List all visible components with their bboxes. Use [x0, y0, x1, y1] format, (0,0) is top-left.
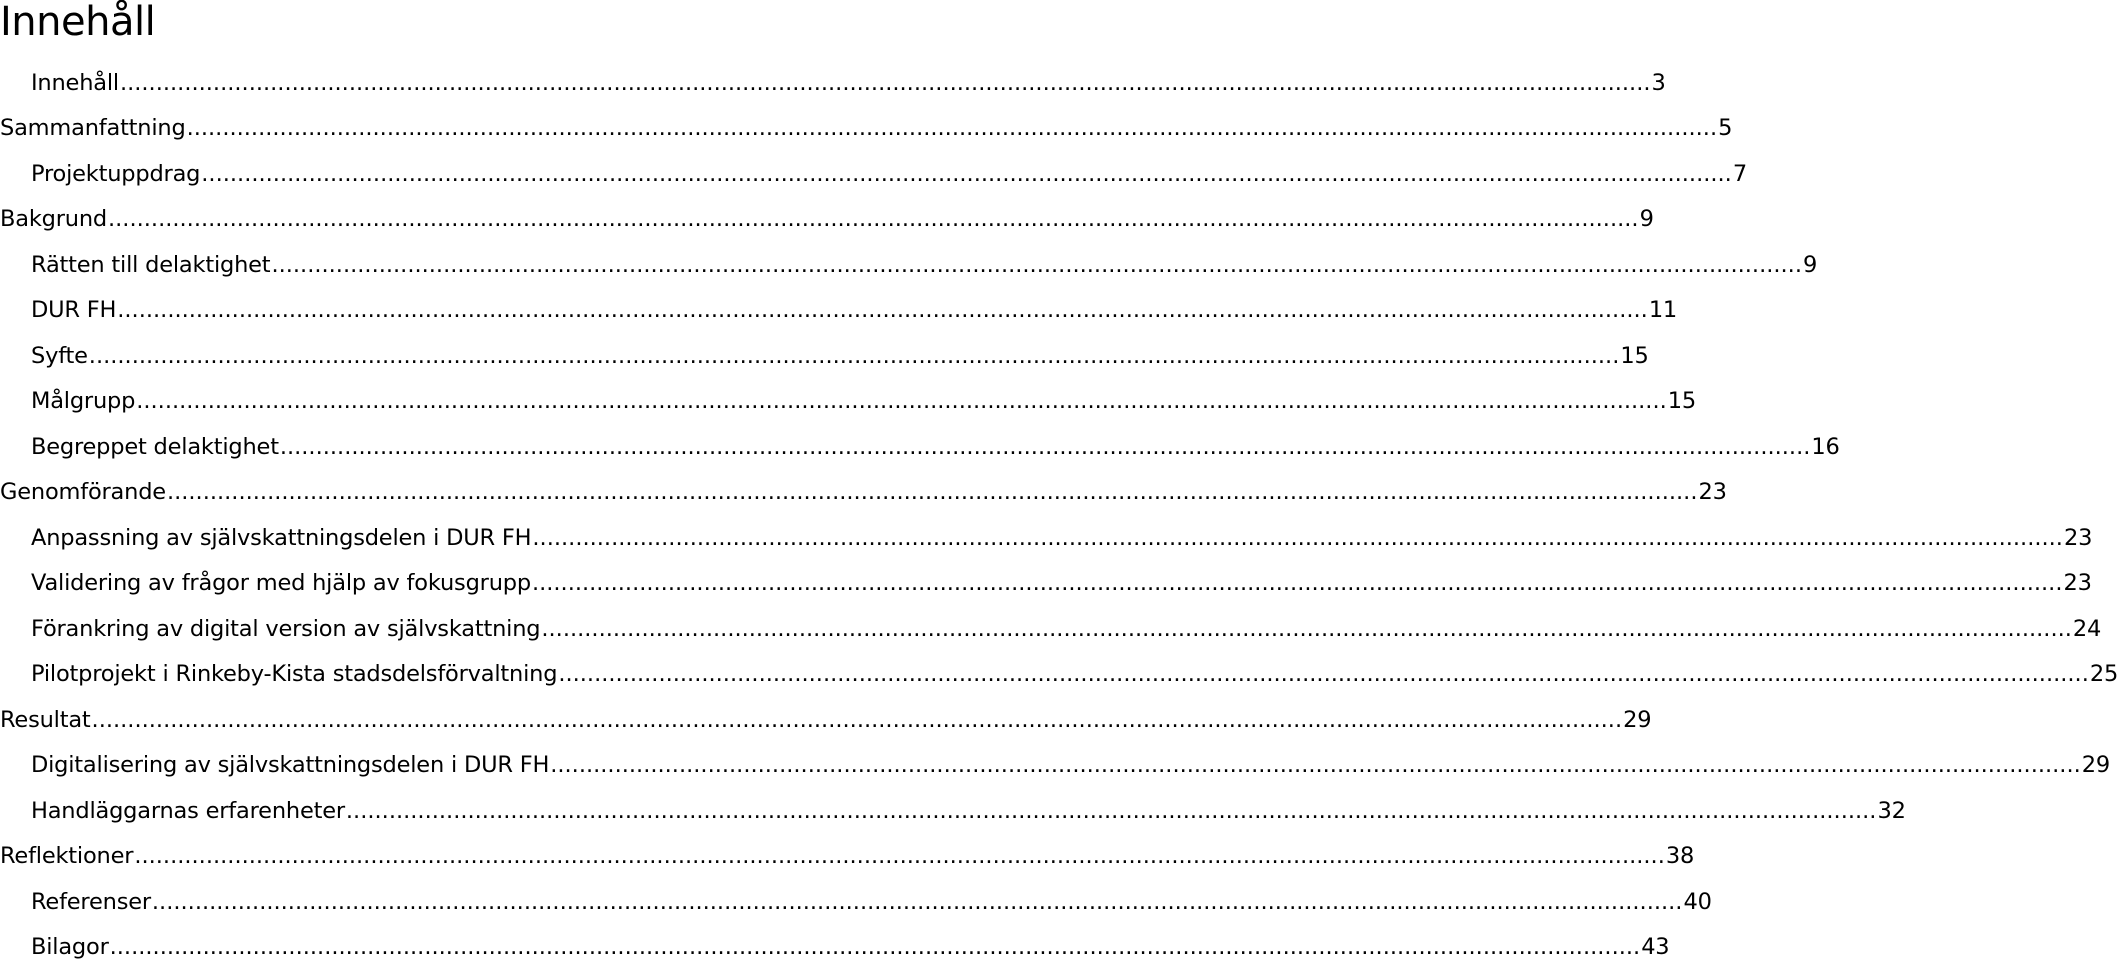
toc-entry[interactable] [0, 510, 962, 556]
toc-entry[interactable] [0, 146, 962, 192]
toc-entry-label: Syfte [31, 342, 88, 374]
dot-leader [541, 615, 2072, 647]
toc-entry[interactable] [0, 556, 962, 602]
toc-entry-page: 7 [1733, 160, 1747, 192]
toc-entry[interactable] [0, 237, 962, 283]
toc-entry-label: Sammanfattning [0, 114, 186, 146]
toc-entry-label: Handläggarnas erfarenheter [31, 797, 345, 829]
dot-leader [271, 251, 1802, 283]
toc-entry[interactable] [0, 419, 962, 465]
toc-entry-page: 29 [1623, 706, 1651, 738]
dot-leader [134, 842, 1665, 874]
toc-entry[interactable] [0, 374, 962, 420]
toc-entry-page: 23 [2064, 569, 2092, 601]
dot-leader [136, 387, 1667, 419]
toc-entry-page: 32 [1877, 797, 1905, 829]
dot-leader [558, 660, 2089, 692]
toc-entry-label: Förankring av digital version av självskattning [31, 615, 540, 647]
toc-entry[interactable] [0, 829, 962, 875]
toc-entry-label: Validering av frågor med hjälp av fokusgrupp [31, 569, 531, 601]
toc-entry[interactable] [0, 328, 962, 374]
dot-leader [152, 888, 1683, 920]
toc-entry-page: 3 [1652, 69, 1666, 101]
toc-entry-label: Bakgrund [0, 205, 107, 237]
toc-entry-label: Pilotprojekt i Rinkeby-Kista stadsdelsförvaltning [31, 660, 557, 692]
table-of-contents [0, 55, 962, 965]
toc-entry-page: 43 [1641, 933, 1669, 965]
toc-entry-label: Resultat [0, 706, 91, 738]
dot-leader [532, 569, 2063, 601]
toc-entry[interactable] [0, 55, 962, 101]
toc-entry-label: Referenser [31, 888, 151, 920]
dot-leader [280, 433, 1811, 465]
dot-leader [108, 205, 1639, 237]
toc-entry-page: 25 [2090, 660, 2118, 692]
dot-leader [120, 69, 1651, 101]
toc-entry-label: Innehåll [31, 69, 119, 101]
toc-entry[interactable] [0, 738, 962, 784]
dot-leader [89, 342, 1620, 374]
toc-entry-page: 24 [2073, 615, 2101, 647]
toc-entry-page: 5 [1718, 114, 1732, 146]
toc-entry-label: DUR FH [31, 296, 116, 328]
toc-entry[interactable] [0, 783, 962, 829]
toc-entry-page: 9 [1640, 205, 1654, 237]
toc-entry-label: Anpassning av självskattningsdelen i DUR FH [31, 524, 531, 556]
toc-entry-label: Rätten till delaktighet [31, 251, 270, 283]
toc-entry-page: 23 [1699, 478, 1727, 510]
toc-entry[interactable] [0, 647, 962, 693]
page-title: Innehåll [0, 0, 155, 44]
toc-entry[interactable] [0, 692, 962, 738]
dot-leader [167, 478, 1698, 510]
toc-entry-label: Målgrupp [31, 387, 135, 419]
toc-entry[interactable] [0, 283, 962, 329]
dot-leader [110, 933, 1641, 965]
dot-leader [92, 706, 1623, 738]
dot-leader [550, 751, 2081, 783]
toc-entry-label: Genomförande [0, 478, 166, 510]
dot-leader [346, 797, 1877, 829]
toc-entry-page: 40 [1683, 888, 1711, 920]
dot-leader [187, 114, 1718, 146]
toc-entry-label: Digitalisering av självskattningsdelen i DUR FH [31, 751, 549, 783]
toc-entry[interactable] [0, 465, 962, 511]
toc-entry-page: 15 [1620, 342, 1648, 374]
toc-entry[interactable] [0, 601, 962, 647]
toc-entry-page: 11 [1649, 296, 1677, 328]
toc-entry-page: 29 [2082, 751, 2110, 783]
toc-entry[interactable] [0, 920, 962, 965]
toc-entry-page: 15 [1668, 387, 1696, 419]
dot-leader [117, 296, 1648, 328]
toc-entry-label: Projektuppdrag [31, 160, 200, 192]
dot-leader [201, 160, 1732, 192]
toc-entry-label: Begreppet delaktighet [31, 433, 279, 465]
toc-entry-page: 9 [1803, 251, 1817, 283]
toc-entry-label: Reflektioner [0, 842, 133, 874]
toc-entry-page: 23 [2064, 524, 2092, 556]
toc-entry-page: 38 [1666, 842, 1694, 874]
toc-entry[interactable] [0, 874, 962, 920]
toc-entry[interactable] [0, 192, 962, 238]
dot-leader [532, 524, 2063, 556]
toc-entry[interactable] [0, 101, 962, 147]
toc-entry-page: 16 [1811, 433, 1839, 465]
toc-entry-label: Bilagor [31, 933, 109, 965]
